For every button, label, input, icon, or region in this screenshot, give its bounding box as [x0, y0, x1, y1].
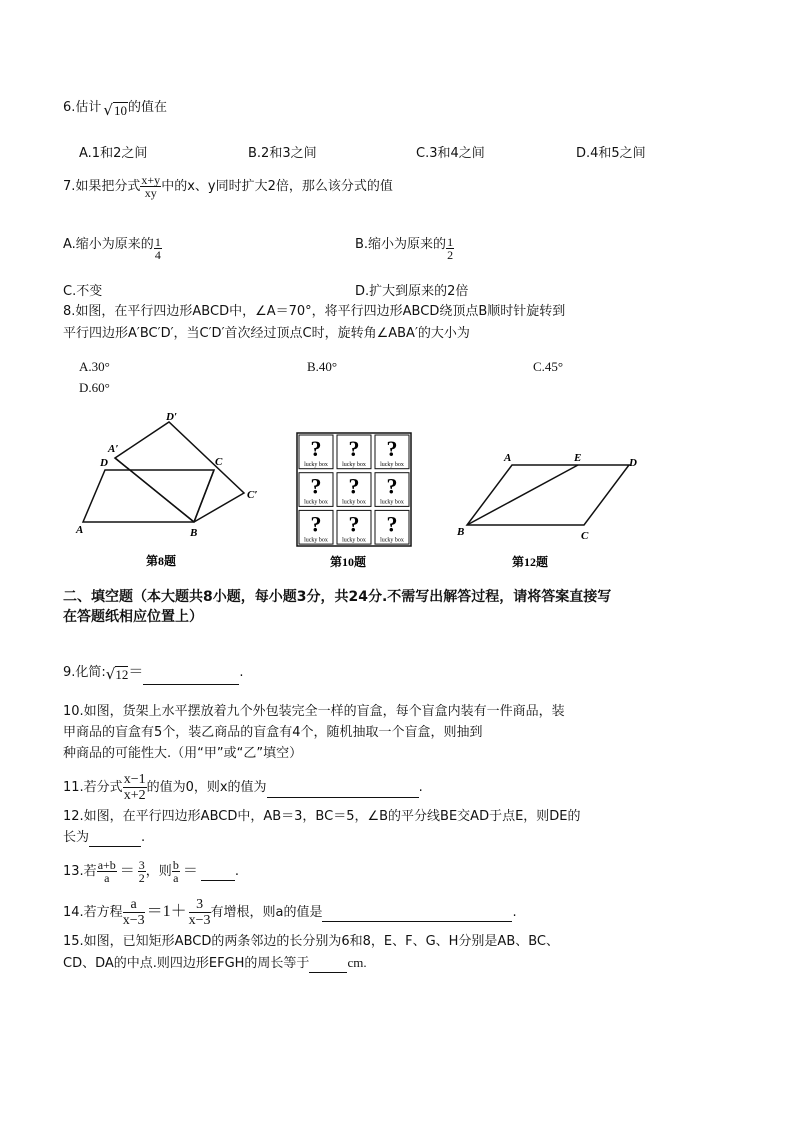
q8-option-c: C.45° [533, 359, 564, 374]
question-mark-icon: ? [348, 473, 360, 499]
question-mark-icon: ? [310, 511, 322, 537]
q8-option-a: A.30° [79, 359, 110, 374]
section-2-heading-line-1: 二、填空题（本大题共8小题，每小题3分，共24分.不需写出解答过程，请将答案直接写 [63, 589, 612, 605]
q6-stem: 6.估计 [63, 100, 102, 115]
label-b: B [457, 526, 465, 538]
q15-answer-blank[interactable] [309, 958, 347, 973]
question-7: 7.如果把分式 $\frac{x+y}{xy}$ 中的x、y同时扩大2倍，那么该分式的值 [63, 173, 393, 200]
q10-line-1: 10.如图，货架上水平摆放着九个外包装完全一样的盲盒，每个盲盒内装有一件商品，装 [63, 704, 565, 719]
q10-line-3: 种商品的可能性大.（用“甲”或“乙”填空） [63, 746, 303, 761]
lucky-box [299, 473, 333, 507]
figure-8 [70, 408, 270, 573]
q7-fraction: $\frac{x+y}{xy}$ [141, 173, 161, 200]
lucky-box [337, 435, 371, 469]
parallelogram-rotated [115, 422, 244, 522]
lucky-box [375, 435, 409, 469]
label-d: D [100, 457, 108, 469]
label-d: D [629, 457, 637, 469]
q11-answer-blank[interactable] [267, 783, 419, 798]
q6-option-c: C.3和4之间 [416, 146, 485, 161]
label-c: C [215, 456, 223, 468]
lucky-box [375, 473, 409, 507]
label-e: E [574, 452, 582, 464]
q12-answer-blank[interactable] [89, 832, 141, 847]
q12-line-2: 长为 . [63, 830, 146, 845]
q9-answer-blank[interactable] [143, 670, 239, 685]
q15-line-1: 15.如图，已知矩形ABCD的两条邻边的长分别为6和8，E、F、G、H分别是AB、BC、 [63, 934, 560, 949]
lucky-box-label: lucky box [342, 462, 366, 468]
q6-option-b: B.2和3之间 [248, 146, 317, 161]
lucky-box [337, 473, 371, 507]
label-c-prime: C′ [247, 489, 258, 501]
q8-option-d: D.60° [79, 380, 110, 395]
label-c: C [581, 530, 589, 542]
q7-option-b: B.缩小为原来的 $\frac{1}{2}$ [355, 235, 454, 262]
lucky-box [375, 510, 409, 544]
fig10-caption: 第10题 [330, 555, 367, 569]
question-mark-icon: ? [310, 436, 322, 461]
question-mark-icon: ? [348, 511, 360, 537]
q8-option-b: B.40° [307, 359, 338, 374]
q8-line-2: 平行四边形A′BC′D′，当C′D′首次经过顶点C时，旋转角∠ABA′的大小为 [63, 326, 470, 341]
question-mark-icon: ? [310, 473, 322, 499]
q6-tail: 的值在 [127, 100, 167, 115]
q12-line-1: 12.如图，在平行四边形ABCD中，AB＝3，BC＝5，∠B的平分线BE交AD于点E，则DE的 [63, 809, 581, 824]
lucky-box-label: lucky box [304, 499, 328, 506]
question-9: 9.化简:√12＝ . [63, 662, 244, 683]
q8-line-1: 8.如图，在平行四边形ABCD中，∠A＝70°，将平行四边形ABCD绕顶点B顺时针旋转到 [63, 304, 566, 319]
label-a-prime: A′ [108, 443, 119, 455]
figure-12 [452, 446, 650, 571]
lucky-box-label: lucky box [304, 462, 328, 468]
lucky-box-label: lucky box [342, 499, 366, 506]
lucky-box-label: lucky box [380, 462, 404, 468]
question-6 [63, 99, 167, 121]
q6-option-d: D.4和5之间 [576, 146, 646, 161]
q11-fraction: $\frac{x-1}{x+2}$ [123, 772, 146, 803]
lucky-box-label: lucky box [380, 499, 404, 506]
lucky-box [337, 510, 371, 544]
lucky-box [299, 510, 333, 544]
label-a: A [76, 524, 84, 536]
segment-be [467, 465, 578, 525]
question-mark-icon: ? [348, 436, 360, 461]
parallelogram-abcd [83, 470, 214, 522]
lucky-box-label: lucky box [342, 537, 366, 544]
q15-line-2: CD、DA的中点.则四边形EFGH的周长等于 cm. [63, 955, 367, 971]
lucky-box [299, 435, 333, 469]
question-13: 13.若 $\frac{a+b}{a}$ ＝ $\frac{3}{2}$ ，则 $\frac{b}{a}$ ＝ . [63, 858, 239, 885]
q6-option-a: A.1和2之间 [79, 146, 148, 161]
sqrt-12: √12 [105, 665, 129, 683]
section-2-heading-line-2: 在答题纸相应位置上） [63, 609, 203, 625]
q13-answer-blank[interactable] [201, 866, 235, 881]
q10-line-2: 甲商品的盲盒有5个，装乙商品的盲盒有4个，随机抽取一个盲盒，则抽到 [63, 725, 483, 740]
parallelogram-abcd-12 [467, 465, 629, 525]
label-d-prime: D′ [166, 411, 178, 423]
q7-option-a: A.缩小为原来的 $\frac{1}{4}$ [63, 235, 161, 262]
label-a: A [504, 452, 512, 464]
q14-answer-blank[interactable] [322, 907, 512, 922]
fig8-caption: 第8题 [146, 554, 177, 568]
question-mark-icon: ? [386, 473, 398, 499]
lucky-box-label: lucky box [380, 537, 404, 544]
question-14: 14.若方程 $\frac{a}{x-3}$ ＝1＋ $\frac{3}{x-3}$ 有增根，则a的值是 . [63, 897, 517, 928]
label-b: B [190, 527, 198, 539]
question-mark-icon: ? [386, 511, 398, 537]
sqrt-10: √10 [103, 101, 127, 119]
lucky-box-label: lucky box [304, 537, 328, 544]
q7-option-d: D.扩大到原来的2倍 [355, 284, 469, 299]
figure-10 [296, 432, 416, 570]
question-mark-icon: ? [386, 436, 398, 461]
question-11: 11.若分式 $\frac{x-1}{x+2}$ 的值为0，则x的值为 . [63, 772, 423, 803]
fig12-caption: 第12题 [512, 555, 549, 569]
q7-option-c: C.不变 [63, 284, 103, 299]
